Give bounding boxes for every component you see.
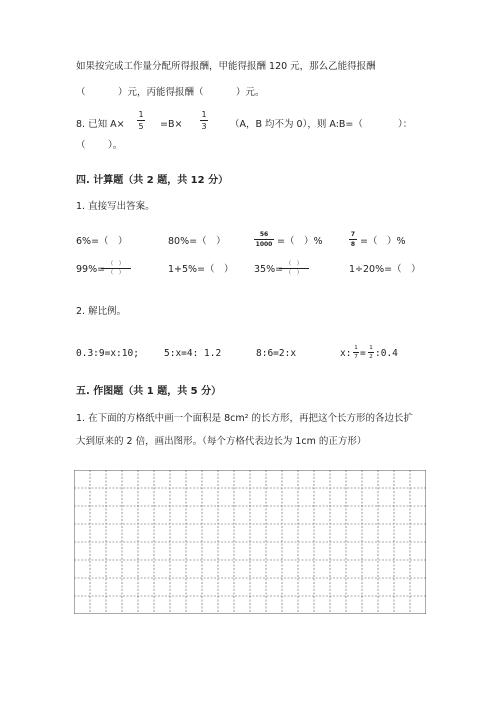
q8-f1-den: 5 — [138, 122, 144, 131]
calc-r1c3-num: 56 — [259, 231, 269, 238]
proportion-3: 8:6=2:x — [256, 348, 297, 359]
q8-f1-num: 1 — [138, 110, 144, 119]
p4-f1-den: 7 — [354, 354, 358, 360]
grid-paper[interactable] — [74, 470, 426, 614]
calc-r1c1: 6%=（ ） — [76, 236, 128, 247]
calc-r1c3-rest: =（ ）% — [277, 236, 323, 247]
proportion-4-fraction-1 — [353, 345, 359, 360]
section4-q1-label: 1. 直接写出答案。 — [76, 201, 155, 212]
q8-line2-open: （ — [76, 140, 86, 151]
proportion-4-eq: = — [360, 348, 366, 359]
calc-r1c4-num: 7 — [350, 231, 356, 238]
calc-r2c1-den: （ ） — [107, 270, 125, 276]
section5-title: 五. 作图题（共 1 题，共 5 分） — [76, 386, 222, 397]
q8-f2-den: 3 — [201, 122, 207, 131]
calc-r1c4-rest: =（ ）% — [360, 236, 406, 247]
proportion-4-post: :0.4 — [375, 348, 398, 359]
section4-title: 四. 计算题（共 2 题，共 12 分） — [76, 175, 229, 186]
p4-f2-num: 1 — [369, 345, 373, 351]
calc-r2c3-fraction — [279, 261, 309, 276]
proportion-4-fraction-2 — [368, 345, 374, 360]
section5-q1-line1: 1. 在下面的方格纸中画一个面积是 8cm² 的长方形，再把这个长方形的各边长扩 — [76, 413, 413, 424]
q8-fraction-2 — [200, 110, 208, 131]
q8-suffix2: ）： — [398, 119, 413, 130]
calc-r1c2: 80%=（ ） — [168, 236, 226, 247]
intro-line1: 如果按完成工作量分配所得报酬，甲能得报酬 120 元，那么乙能得报酬 — [76, 61, 376, 72]
calc-r2c1-pre: 99%= — [76, 264, 106, 275]
proportion-4-pre: x: — [340, 348, 352, 359]
calc-r2c4: 1÷20%=（ ） — [349, 264, 421, 275]
p4-f2-den: 2 — [369, 354, 373, 360]
calc-r1c4-fraction — [349, 231, 357, 248]
q8-mid: =B× — [160, 119, 183, 130]
calc-r2c3-den: （ ） — [285, 270, 303, 276]
calc-r1c3-den: 1000 — [255, 241, 273, 248]
q8-f2-num: 1 — [201, 110, 207, 119]
q8-prefix: 8. 已知 A× — [76, 119, 125, 130]
section5-q1-line2: 大到原来的 2 倍，画出图形。（每个方格代表边长为 1cm 的正方形） — [76, 436, 367, 447]
calc-r2c1-num: （ ） — [107, 261, 125, 267]
q8-suffix: （A，B 均不为 0），则 A:B=（ — [230, 119, 363, 130]
intro-line2-end: ）元。 — [236, 87, 265, 98]
q8-line2-end: ）。 — [108, 140, 123, 151]
section4-q2-label: 2. 解比例。 — [76, 306, 127, 317]
p4-f1-num: 1 — [354, 345, 358, 351]
calc-r2c3-num: （ ） — [285, 261, 303, 267]
proportion-1: 0.3:9=x:10; — [76, 348, 139, 359]
intro-line2-open: （ — [76, 87, 86, 98]
calc-r1c3-fraction — [254, 231, 274, 248]
calc-r2c3-pre: 35%= — [254, 264, 284, 275]
calc-r2c2: 1+5%=（ ） — [168, 264, 234, 275]
calc-r1c4-den: 8 — [350, 241, 356, 248]
intro-line2-mid: ）元，丙能得报酬（ — [118, 87, 204, 98]
calc-r2c1-fraction — [101, 261, 131, 276]
proportion-2: 5:x=4: 1.2 — [164, 348, 222, 359]
q8-fraction-1 — [137, 110, 145, 131]
